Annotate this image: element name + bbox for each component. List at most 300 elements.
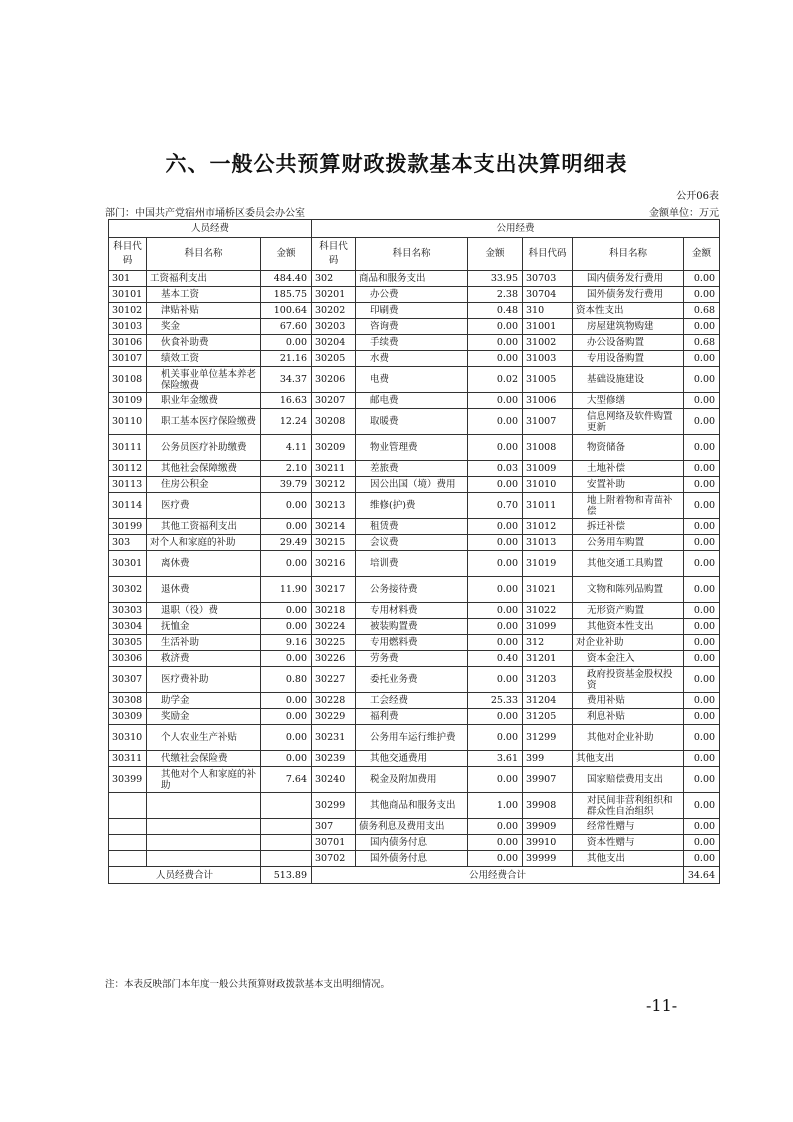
capital-other-amount-cell: 0.00 [684, 393, 720, 409]
capital-other-code-cell: 39910 [523, 835, 573, 851]
table-row [109, 751, 720, 767]
goods-services-amount-cell: 3.61 [468, 751, 523, 767]
public-total-label: 公用经费合计 [312, 867, 684, 884]
personnel-amount-cell [261, 819, 312, 835]
capital-other-name-cell: 其他对企业补助 [573, 725, 684, 751]
page-title: 六、一般公共预算财政拨款基本支出决算明细表 [165, 152, 628, 176]
goods-services-name-cell: 税金及附加费用 [356, 767, 468, 793]
column-header-name: 科目名称 [573, 238, 684, 271]
personnel-code-cell: 30302 [109, 577, 147, 603]
personnel-name-cell: 基本工资 [147, 287, 261, 303]
capital-other-name-cell: 对民间非营利组织和群众性自治组织 [573, 793, 684, 819]
personnel-name-cell: 其他社会保障缴费 [147, 461, 261, 477]
table-row [109, 835, 720, 851]
table-row [109, 793, 720, 819]
table-row [109, 477, 720, 493]
goods-services-code-cell: 30215 [312, 535, 356, 551]
capital-other-code-cell: 31008 [523, 435, 573, 461]
goods-services-amount-cell: 0.00 [468, 835, 523, 851]
capital-other-amount-cell: 0.00 [684, 767, 720, 793]
table-row [109, 851, 720, 867]
capital-other-amount-cell: 0.00 [684, 793, 720, 819]
goods-services-name-cell: 国外债务付息 [356, 851, 468, 867]
goods-services-name-cell: 取暖费 [356, 409, 468, 435]
column-header-amount: 金额 [261, 238, 312, 271]
capital-other-name-cell: 无形资产购置 [573, 603, 684, 619]
capital-other-amount-cell: 0.00 [684, 367, 720, 393]
capital-other-code-cell: 39999 [523, 851, 573, 867]
personnel-name-cell [147, 793, 261, 819]
personnel-code-cell: 30304 [109, 619, 147, 635]
capital-other-amount-cell: 0.00 [684, 461, 720, 477]
goods-services-code-cell: 30225 [312, 635, 356, 651]
goods-services-amount-cell: 0.40 [468, 651, 523, 667]
personnel-name-cell: 工资福利支出 [147, 271, 261, 287]
capital-other-code-cell: 31007 [523, 409, 573, 435]
personnel-code-cell: 303 [109, 535, 147, 551]
personnel-total-label: 人员经费合计 [109, 867, 261, 884]
goods-services-code-cell: 30204 [312, 335, 356, 351]
capital-other-name-cell: 公务用车购置 [573, 535, 684, 551]
personnel-amount-cell [261, 835, 312, 851]
page-number: -11- [646, 996, 678, 1015]
goods-services-code-cell: 30201 [312, 287, 356, 303]
personnel-amount-cell: 29.49 [261, 535, 312, 551]
goods-services-name-cell: 差旅费 [356, 461, 468, 477]
department-label: 部门：中国共产党宿州市埇桥区委员会办公室 [105, 208, 305, 219]
personnel-amount-cell: 21.16 [261, 351, 312, 367]
capital-other-code-cell: 31001 [523, 319, 573, 335]
capital-other-name-cell: 对企业补助 [573, 635, 684, 651]
capital-other-amount-cell: 0.00 [684, 651, 720, 667]
capital-other-name-cell: 办公设备购置 [573, 335, 684, 351]
capital-other-amount-cell: 0.00 [684, 319, 720, 335]
capital-other-name-cell: 大型修缮 [573, 393, 684, 409]
personnel-code-cell: 30310 [109, 725, 147, 751]
goods-services-name-cell: 维修(护)费 [356, 493, 468, 519]
personnel-code-cell: 301 [109, 271, 147, 287]
capital-other-code-cell: 399 [523, 751, 573, 767]
capital-other-amount-cell: 0.00 [684, 851, 720, 867]
personnel-amount-cell [261, 851, 312, 867]
personnel-amount-cell: 0.00 [261, 751, 312, 767]
personnel-name-cell: 公务员医疗补助缴费 [147, 435, 261, 461]
capital-other-name-cell: 费用补贴 [573, 693, 684, 709]
goods-services-code-cell: 30212 [312, 477, 356, 493]
personnel-code-cell: 30112 [109, 461, 147, 477]
personnel-amount-cell: 0.00 [261, 603, 312, 619]
goods-services-name-cell: 因公出国（境）费用 [356, 477, 468, 493]
personnel-name-cell: 抚恤金 [147, 619, 261, 635]
goods-services-name-cell: 办公费 [356, 287, 468, 303]
capital-other-amount-cell: 0.68 [684, 303, 720, 319]
goods-services-code-cell: 30228 [312, 693, 356, 709]
goods-services-code-cell: 30214 [312, 519, 356, 535]
goods-services-name-cell: 租赁费 [356, 519, 468, 535]
capital-other-name-cell: 地上附着物和青苗补偿 [573, 493, 684, 519]
personnel-amount-cell: 0.00 [261, 551, 312, 577]
capital-other-name-cell: 其他支出 [573, 851, 684, 867]
goods-services-amount-cell: 0.00 [468, 577, 523, 603]
goods-services-name-cell: 专用材料费 [356, 603, 468, 619]
capital-other-name-cell: 利息补贴 [573, 709, 684, 725]
personnel-name-cell: 职业年金缴费 [147, 393, 261, 409]
column-header-code: 科目代码 [523, 238, 573, 271]
personnel-amount-cell: 100.64 [261, 303, 312, 319]
column-header-code: 科目代码 [109, 238, 147, 271]
table-row [109, 535, 720, 551]
personnel-code-cell: 30303 [109, 603, 147, 619]
personnel-code-cell: 30399 [109, 767, 147, 793]
capital-other-amount-cell: 0.00 [684, 535, 720, 551]
capital-other-code-cell: 30703 [523, 271, 573, 287]
personnel-amount-cell: 0.00 [261, 519, 312, 535]
personnel-amount-cell: 484.40 [261, 271, 312, 287]
personnel-amount-cell: 0.80 [261, 667, 312, 693]
table-row [109, 767, 720, 793]
personnel-name-cell: 退职（役）费 [147, 603, 261, 619]
goods-services-code-cell: 30203 [312, 319, 356, 335]
goods-services-name-cell: 公务接待费 [356, 577, 468, 603]
goods-services-code-cell: 30217 [312, 577, 356, 603]
capital-other-amount-cell: 0.00 [684, 725, 720, 751]
personnel-name-cell [147, 851, 261, 867]
capital-other-amount-cell: 0.00 [684, 635, 720, 651]
column-header-code: 科目代码 [312, 238, 356, 271]
table-row [109, 335, 720, 351]
goods-services-amount-cell: 2.38 [468, 287, 523, 303]
goods-services-amount-cell: 0.00 [468, 635, 523, 651]
capital-other-code-cell: 31013 [523, 535, 573, 551]
personnel-amount-cell: 0.00 [261, 335, 312, 351]
goods-services-name-cell: 其他交通费用 [356, 751, 468, 767]
personnel-code-cell: 30101 [109, 287, 147, 303]
expenditure-detail-table [108, 219, 720, 884]
personnel-name-cell: 助学金 [147, 693, 261, 709]
goods-services-amount-cell: 25.33 [468, 693, 523, 709]
capital-other-amount-cell: 0.68 [684, 335, 720, 351]
personnel-code-cell: 30110 [109, 409, 147, 435]
goods-services-name-cell: 水费 [356, 351, 468, 367]
goods-services-code-cell: 30218 [312, 603, 356, 619]
capital-other-amount-cell: 0.00 [684, 819, 720, 835]
personnel-name-cell: 医疗费 [147, 493, 261, 519]
table-row [109, 693, 720, 709]
column-header-amount: 金额 [684, 238, 720, 271]
goods-services-name-cell: 会议费 [356, 535, 468, 551]
personnel-code-cell: 30108 [109, 367, 147, 393]
table-row [109, 651, 720, 667]
goods-services-amount-cell: 0.00 [468, 767, 523, 793]
goods-services-name-cell: 被装购置费 [356, 619, 468, 635]
personnel-name-cell: 对个人和家庭的补助 [147, 535, 261, 551]
table-row [109, 619, 720, 635]
personnel-code-cell: 30199 [109, 519, 147, 535]
goods-services-amount-cell: 0.00 [468, 393, 523, 409]
table-row [109, 667, 720, 693]
capital-other-code-cell: 39909 [523, 819, 573, 835]
table-row [109, 393, 720, 409]
goods-services-name-cell: 商品和服务支出 [356, 271, 468, 287]
goods-services-code-cell: 30207 [312, 393, 356, 409]
personnel-code-cell: 30307 [109, 667, 147, 693]
goods-services-name-cell: 培训费 [356, 551, 468, 577]
goods-services-amount-cell: 0.00 [468, 619, 523, 635]
goods-services-amount-cell: 0.00 [468, 477, 523, 493]
personnel-name-cell [147, 819, 261, 835]
personnel-name-cell: 生活补助 [147, 635, 261, 651]
capital-other-code-cell: 31205 [523, 709, 573, 725]
personnel-name-cell: 其他对个人和家庭的补助 [147, 767, 261, 793]
personnel-code-cell: 30308 [109, 693, 147, 709]
personnel-code-cell: 30107 [109, 351, 147, 367]
table-row [109, 409, 720, 435]
goods-services-amount-cell: 0.03 [468, 461, 523, 477]
goods-services-amount-cell: 0.00 [468, 709, 523, 725]
personnel-name-cell: 津贴补贴 [147, 303, 261, 319]
column-header-name: 科目名称 [356, 238, 468, 271]
goods-services-code-cell: 307 [312, 819, 356, 835]
goods-services-name-cell: 福利费 [356, 709, 468, 725]
goods-services-amount-cell: 0.00 [468, 819, 523, 835]
personnel-code-cell: 30309 [109, 709, 147, 725]
capital-other-code-cell: 31006 [523, 393, 573, 409]
goods-services-code-cell: 30299 [312, 793, 356, 819]
capital-other-name-cell: 房屋建筑物购建 [573, 319, 684, 335]
goods-services-amount-cell: 0.00 [468, 603, 523, 619]
capital-other-code-cell: 30704 [523, 287, 573, 303]
capital-other-code-cell: 31019 [523, 551, 573, 577]
capital-other-code-cell: 31099 [523, 619, 573, 635]
personnel-name-cell [147, 835, 261, 851]
personnel-name-cell: 代缴社会保险费 [147, 751, 261, 767]
personnel-amount-cell: 7.64 [261, 767, 312, 793]
capital-other-amount-cell: 0.00 [684, 493, 720, 519]
goods-services-amount-cell: 0.00 [468, 725, 523, 751]
goods-services-amount-cell: 33.95 [468, 271, 523, 287]
capital-other-code-cell: 310 [523, 303, 573, 319]
goods-services-amount-cell: 0.00 [468, 409, 523, 435]
personnel-code-cell: 30114 [109, 493, 147, 519]
capital-other-code-cell: 31009 [523, 461, 573, 477]
personnel-code-cell [109, 819, 147, 835]
goods-services-code-cell: 30216 [312, 551, 356, 577]
goods-services-amount-cell: 0.00 [468, 851, 523, 867]
personnel-name-cell: 机关事业单位基本养老保险缴费 [147, 367, 261, 393]
goods-services-name-cell: 咨询费 [356, 319, 468, 335]
personnel-amount-cell: 0.00 [261, 709, 312, 725]
goods-services-code-cell: 30231 [312, 725, 356, 751]
capital-other-code-cell: 31010 [523, 477, 573, 493]
capital-other-amount-cell: 0.00 [684, 709, 720, 725]
personnel-amount-cell: 2.10 [261, 461, 312, 477]
personnel-code-cell [109, 835, 147, 851]
capital-other-name-cell: 其他资本性支出 [573, 619, 684, 635]
goods-services-code-cell: 30205 [312, 351, 356, 367]
column-header-amount: 金额 [468, 238, 523, 271]
personnel-code-cell: 30305 [109, 635, 147, 651]
goods-services-amount-cell: 0.02 [468, 367, 523, 393]
capital-other-name-cell: 土地补偿 [573, 461, 684, 477]
capital-other-name-cell: 国内债务发行费用 [573, 271, 684, 287]
table-row [109, 435, 720, 461]
capital-other-name-cell: 资本性赠与 [573, 835, 684, 851]
personnel-amount-cell: 12.24 [261, 409, 312, 435]
goods-services-amount-cell: 0.00 [468, 667, 523, 693]
table-row [109, 551, 720, 577]
goods-services-name-cell: 其他商品和服务支出 [356, 793, 468, 819]
column-header-name: 科目名称 [147, 238, 261, 271]
goods-services-name-cell: 印刷费 [356, 303, 468, 319]
capital-other-name-cell: 其他交通工具购置 [573, 551, 684, 577]
capital-other-code-cell: 31201 [523, 651, 573, 667]
goods-services-amount-cell: 0.00 [468, 319, 523, 335]
capital-other-amount-cell: 0.00 [684, 519, 720, 535]
personnel-name-cell: 其他工资福利支出 [147, 519, 261, 535]
personnel-amount-cell: 11.90 [261, 577, 312, 603]
personnel-name-cell: 住房公积金 [147, 477, 261, 493]
capital-other-name-cell: 基础设施建设 [573, 367, 684, 393]
personnel-code-cell [109, 793, 147, 819]
goods-services-name-cell: 国内债务付息 [356, 835, 468, 851]
personnel-name-cell: 伙食补助费 [147, 335, 261, 351]
personnel-name-cell: 救济费 [147, 651, 261, 667]
capital-other-name-cell: 安置补助 [573, 477, 684, 493]
capital-other-name-cell: 信息网络及软件购置更新 [573, 409, 684, 435]
capital-other-amount-cell: 0.00 [684, 477, 720, 493]
personnel-amount-cell: 4.11 [261, 435, 312, 461]
personnel-name-cell: 医疗费补助 [147, 667, 261, 693]
capital-other-code-cell: 39907 [523, 767, 573, 793]
capital-other-name-cell: 国家赔偿费用支出 [573, 767, 684, 793]
goods-services-code-cell: 30208 [312, 409, 356, 435]
capital-other-code-cell: 39908 [523, 793, 573, 819]
goods-services-amount-cell: 0.70 [468, 493, 523, 519]
personnel-amount-cell: 34.37 [261, 367, 312, 393]
goods-services-code-cell: 30224 [312, 619, 356, 635]
capital-other-amount-cell: 0.00 [684, 409, 720, 435]
goods-services-amount-cell: 1.00 [468, 793, 523, 819]
goods-services-amount-cell: 0.00 [468, 351, 523, 367]
goods-services-code-cell: 30229 [312, 709, 356, 725]
capital-other-code-cell: 31012 [523, 519, 573, 535]
goods-services-amount-cell: 0.00 [468, 519, 523, 535]
goods-services-code-cell: 30701 [312, 835, 356, 851]
capital-other-name-cell: 经常性赠与 [573, 819, 684, 835]
capital-other-code-cell: 31011 [523, 493, 573, 519]
capital-other-amount-cell: 0.00 [684, 351, 720, 367]
public-total-value: 34.64 [684, 867, 720, 884]
personnel-amount-cell: 0.00 [261, 725, 312, 751]
public-expense-header: 公用经费 [312, 220, 720, 238]
table-row [109, 709, 720, 725]
goods-services-name-cell: 债务利息及费用支出 [356, 819, 468, 835]
goods-services-amount-cell: 0.00 [468, 335, 523, 351]
personnel-code-cell: 30106 [109, 335, 147, 351]
goods-services-amount-cell: 0.48 [468, 303, 523, 319]
amount-unit-label: 金额单位：万元 [649, 208, 719, 219]
personnel-code-cell: 30111 [109, 435, 147, 461]
table-row [109, 319, 720, 335]
personnel-code-cell [109, 851, 147, 867]
personnel-code-cell: 30103 [109, 319, 147, 335]
capital-other-code-cell: 31005 [523, 367, 573, 393]
goods-services-amount-cell: 0.00 [468, 435, 523, 461]
goods-services-name-cell: 公务用车运行维护费 [356, 725, 468, 751]
goods-services-code-cell: 30226 [312, 651, 356, 667]
table-row [109, 287, 720, 303]
personnel-code-cell: 30109 [109, 393, 147, 409]
table-row [109, 577, 720, 603]
capital-other-amount-cell: 0.00 [684, 287, 720, 303]
capital-other-name-cell: 国外债务发行费用 [573, 287, 684, 303]
goods-services-code-cell: 30206 [312, 367, 356, 393]
capital-other-amount-cell: 0.00 [684, 835, 720, 851]
capital-other-code-cell: 31203 [523, 667, 573, 693]
personnel-amount-cell: 67.60 [261, 319, 312, 335]
capital-other-name-cell: 政府投资基金股权投资 [573, 667, 684, 693]
personnel-amount-cell [261, 793, 312, 819]
goods-services-amount-cell: 0.00 [468, 551, 523, 577]
capital-other-amount-cell: 0.00 [684, 271, 720, 287]
goods-services-name-cell: 工会经费 [356, 693, 468, 709]
capital-other-amount-cell: 0.00 [684, 619, 720, 635]
personnel-amount-cell: 9.16 [261, 635, 312, 651]
table-row [109, 603, 720, 619]
capital-other-name-cell: 物资储备 [573, 435, 684, 461]
goods-services-code-cell: 30227 [312, 667, 356, 693]
table-row [109, 351, 720, 367]
personnel-name-cell: 奖励金 [147, 709, 261, 725]
personnel-amount-cell: 0.00 [261, 693, 312, 709]
table-row [109, 461, 720, 477]
personnel-name-cell: 退休费 [147, 577, 261, 603]
capital-other-name-cell: 专用设备购置 [573, 351, 684, 367]
capital-other-amount-cell: 0.00 [684, 577, 720, 603]
capital-other-code-cell: 31022 [523, 603, 573, 619]
personnel-code-cell: 30113 [109, 477, 147, 493]
capital-other-amount-cell: 0.00 [684, 435, 720, 461]
table-row [109, 725, 720, 751]
capital-other-amount-cell: 0.00 [684, 693, 720, 709]
capital-other-amount-cell: 0.00 [684, 603, 720, 619]
capital-other-amount-cell: 0.00 [684, 667, 720, 693]
personnel-name-cell: 个人农业生产补贴 [147, 725, 261, 751]
goods-services-code-cell: 30202 [312, 303, 356, 319]
table-row [109, 303, 720, 319]
personnel-code-cell: 30306 [109, 651, 147, 667]
capital-other-name-cell: 资本性支出 [573, 303, 684, 319]
goods-services-code-cell: 30211 [312, 461, 356, 477]
personnel-amount-cell: 16.63 [261, 393, 312, 409]
capital-other-name-cell: 文物和陈列品购置 [573, 577, 684, 603]
goods-services-amount-cell: 0.00 [468, 535, 523, 551]
table-row [109, 271, 720, 287]
personnel-name-cell: 奖金 [147, 319, 261, 335]
personnel-name-cell: 离休费 [147, 551, 261, 577]
personnel-total-value: 513.89 [261, 867, 312, 884]
personnel-amount-cell: 0.00 [261, 493, 312, 519]
capital-other-code-cell: 31021 [523, 577, 573, 603]
capital-other-code-cell: 31003 [523, 351, 573, 367]
goods-services-name-cell: 物业管理费 [356, 435, 468, 461]
goods-services-code-cell: 30209 [312, 435, 356, 461]
table-row [109, 635, 720, 651]
goods-services-name-cell: 委托业务费 [356, 667, 468, 693]
personnel-name-cell: 绩效工资 [147, 351, 261, 367]
goods-services-code-cell: 30702 [312, 851, 356, 867]
capital-other-amount-cell: 0.00 [684, 751, 720, 767]
